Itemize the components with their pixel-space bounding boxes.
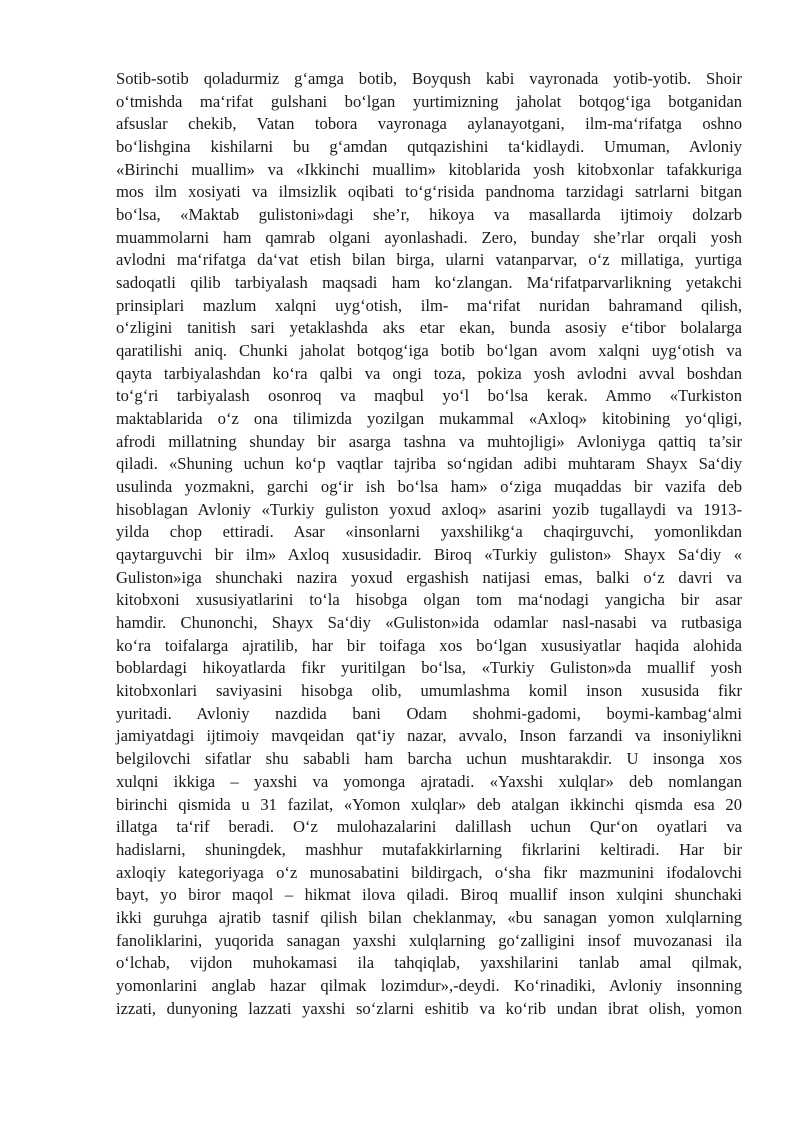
text-line: kitobxonlari saviyasini hisobga olib, umumlashma komil inson xususida fikr bbox=[116, 681, 742, 701]
text-line: o‘tmishda ma‘rifat gulshani bo‘lgan yurtimizning jaholat botqog‘iga botganidan bbox=[116, 91, 742, 111]
text-line: maktablarida o‘z ona tilimizda yozilgan mukammal «Axloq» kitobining yo‘qligi, bbox=[116, 409, 742, 429]
text-line: yuritadi. Avloniy nazdida bani Odam shohmi-gadomi, boymi-kambag‘almi bbox=[116, 703, 742, 723]
text-line: bo‘lishgina kishilarni bu g‘amdan qutqazishini ta‘kidlaydi. Umuman, Avloniy bbox=[116, 137, 742, 157]
text-line: Guliston»iga shunchaki nazira yoxud ergashish natijasi emas, balki o‘z davri va bbox=[116, 567, 742, 587]
text-line: ko‘ra toifalarga ajratilib, har bir toifaga xos bo‘lgan xususiyatlar haqida alohida bbox=[116, 635, 742, 655]
text-line: avlodni ma‘rifatga da‘vat etish bilan birga, ularni vatanparvar, o‘z millatiga, yurtiga bbox=[116, 250, 742, 270]
text-line: qaratilishi aniq. Chunki jaholat botqog‘iga botib bo‘lgan avom xalqni uyg‘otish va bbox=[116, 341, 742, 361]
text-line: axloqiy kategoriyaga o‘z munosabatini bildirgach, o‘sha fikr mazmunini ifodalovchi bbox=[116, 862, 742, 882]
text-line: illatga ta‘rif beradi. O‘z mulohazalarini dalillash uchun Qur‘on oyatlari va bbox=[116, 817, 742, 837]
text-line: xulqni ikkiga – yaxshi va yomonga ajratadi. «Yaxshi xulqlar» deb nomlangan bbox=[116, 771, 742, 791]
text-line: qaytarguvchi bir ilm» Axloq xususidadir. Biroq «Turkiy guliston» Shayx Sa‘diy « bbox=[116, 545, 742, 565]
text-line: usulinda yozmakni, garchi og‘ir ish bo‘lsa ham» o‘ziga muqaddas bir vazifa deb bbox=[116, 477, 742, 497]
text-line: hamdir. Chunonchi, Shayx Sa‘diy «Guliston»ida odamlar nasl-nasabi va rutbasiga bbox=[116, 613, 742, 633]
text-line: muammolarni ham qamrab olgani ayonlashadi. Zero, bunday she’rlar orqali yosh bbox=[116, 227, 742, 247]
text-line: afrodi millatning shunday bir asarga tashna va muhtojligi» Avloniyga qattiq ta’sir bbox=[116, 431, 742, 451]
text-line: yomonlarini anglab hazar qilmak lozimdur»,-deydi. Ko‘rinadiki, Avloniy insonning bbox=[116, 975, 742, 995]
text-line: bo‘lsa, «Maktab gulistoni»dagi she’r, hikoya va masallarda ijtimoiy dolzarb bbox=[116, 205, 742, 225]
text-line: afsuslar chekib, Vatan tobora vayronaga aylanayotgani, ilm-ma‘rifatga oshno bbox=[116, 114, 742, 134]
text-line: boblardagi hikoyatlarda fikr yuritilgan bo‘lsa, «Turkiy Guliston»da muallif yosh bbox=[116, 658, 742, 678]
text-line: o‘zligini tanitish sari yetaklashda aks etar ekan, bunda asosiy e‘tibor bolalarga bbox=[116, 318, 742, 338]
text-line: hisoblagan Avloniy «Turkiy guliston yoxud axloq» asarini yozib tugallaydi va 1913- bbox=[116, 499, 742, 519]
text-line: jamiyatdagi ijtimoiy mavqeidan qat‘iy nazar, avvalo, Inson farzandi va insoniylikni bbox=[116, 726, 742, 746]
text-line: hadislarni, shuningdek, mashhur mutafakkirlarning fikrlarini keltiradi. Har bir bbox=[116, 839, 742, 859]
text-line: fanoliklarini, yuqorida sanagan yaxshi xulqlarning go‘zalligini insof muvozanasi ila bbox=[116, 930, 742, 950]
text-line: qayta tarbiyalashdan ko‘ra qalbi va ongi toza, pokiza yosh avlodni avval boshdan bbox=[116, 363, 742, 383]
text-line: qiladi. «Shuning uchun ko‘p vaqtlar tajriba so‘ngidan adibi muhtaram Shayx Sa‘diy bbox=[116, 454, 742, 474]
text-line: to‘g‘ri tarbiyalash osonroq va maqbul yo‘l bo‘lsa kerak. Ammo «Turkiston bbox=[116, 386, 742, 406]
text-line: kitobxoni xususiyatlarini to‘la hisobga olgan tom ma‘nodagi yangicha bir asar bbox=[116, 590, 742, 610]
text-line: o‘lchab, vijdon muhokamasi ila tahqiqlab, yaxshilarini tanlab amal qilmak, bbox=[116, 953, 742, 973]
text-line: yilda chop ettiradi. Asar «insonlarni yaxshilikg‘a chaqirguvchi, yomonlikdan bbox=[116, 522, 742, 542]
text-line: «Birinchi muallim» va «Ikkinchi muallim» kitoblarida yosh kitobxonlar tafakkuriga bbox=[116, 159, 742, 179]
text-line: birinchi qismida u 31 fazilat, «Yomon xulqlar» deb atalgan ikkinchi qismda esa 20 bbox=[116, 794, 742, 814]
text-line: Sotib-sotib qoladurmiz g‘amga botib, Boyqush kabi vayronada yotib-yotib. Shoir bbox=[116, 69, 742, 88]
text-line: izzati, dunyoning lazzati yaxshi so‘zlarni eshitib va ko‘rib undan ibrat olish, yomon bbox=[116, 998, 742, 1018]
text-line: bayt, yo biror maqol – hikmat ilova qiladi. Biroq muallif inson xulqini shunchaki bbox=[116, 885, 742, 905]
text-line: sadoqatli qilib tarbiyalash maqsadi ham ko‘zlangan. Ma‘rifatparvarlikning yetakchi bbox=[116, 273, 742, 293]
text-line: belgilovchi sifatlar shu sababli ham barcha uchun mushtarakdir. U insonga xos bbox=[116, 749, 742, 769]
body-text bbox=[116, 68, 742, 1020]
text-line: mos ilm xosiyati va ilmsizlik oqibati to‘g‘risida pandnoma tarzidagi satrlarni bitgan bbox=[116, 182, 742, 202]
text-line: prinsiplari mazlum xalqni uyg‘otish, ilm- ma‘rifat nuridan bahramand qilish, bbox=[116, 295, 742, 315]
text-line: ikki guruhga ajratib tasnif qilish bilan cheklanmay, «bu sanagan yomon xulqlarning bbox=[116, 907, 742, 927]
